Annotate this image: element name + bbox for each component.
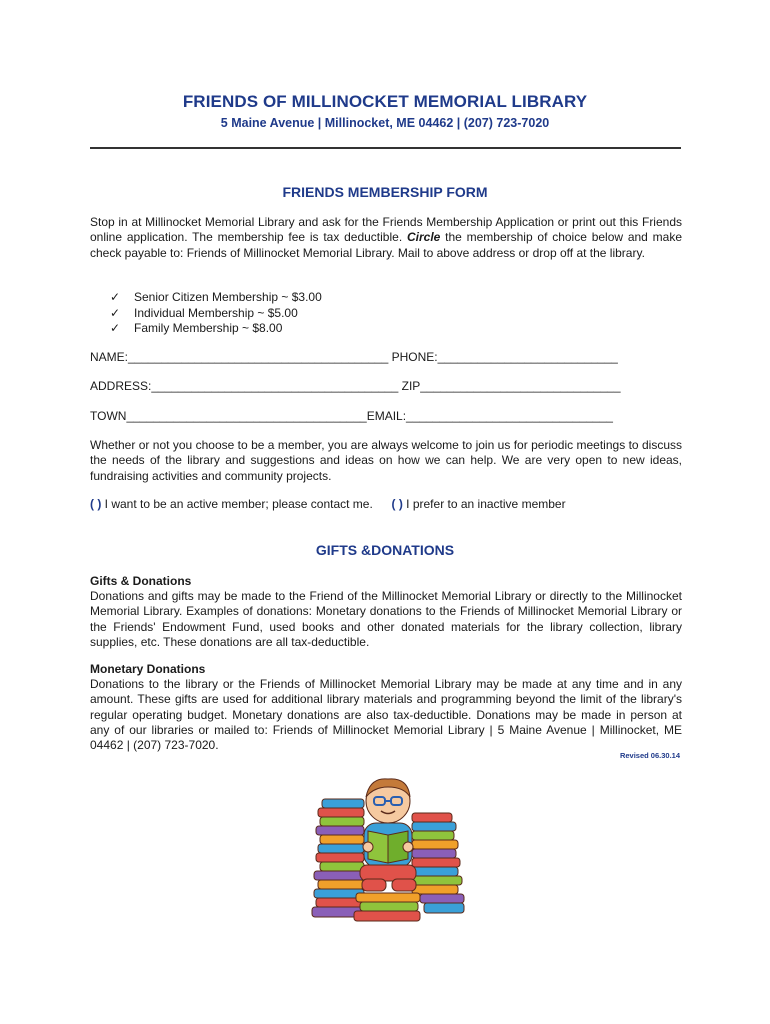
gifts-paragraph: Donations and gifts may be made to the Friend of the Millinocket Memorial Library or directly to the Millinocket Memorial Library. Examples of donations: Monetary donations to the Friends of Millinocket Memorial Library or the Friends' Endowment Fund, used books and other donated materials for the library collection, library supplies, etc. These donations are all tax-deductible.	[90, 589, 682, 649]
header-divider	[90, 147, 681, 149]
monetary-paragraph: Donations to the library or the Friends of Millinocket Memorial Library may be made at any time and in any amount. These gifts are used for additional library materials and programming beyond the limit of the library's regular operating budget. Monetary donations are also tax-deductible. Donations may be made in person at any of our libraries or mailed to: Friends of Millinocket Memorial Library | 5 Maine Avenue | Millinocket, ME 04462 | (207) 723-7020.	[90, 677, 682, 753]
membership-option-family[interactable]	[110, 321, 322, 337]
active-member-checkbox[interactable]: ( )	[90, 497, 102, 511]
intro-text-start: Stop in at Millinocket Memorial Library and ask for the Friends Membership Application or print out this Friends online application. The membership fee is tax deductible.	[90, 215, 682, 245]
intro-emphasis: Circle	[406, 230, 441, 245]
address-zip-fields[interactable]: ADDRESS:_____________________________________ ZIP______________________________	[90, 379, 621, 393]
active-member-label: I want to be an active member; please contact me.	[104, 497, 373, 511]
revision-date: Revised 06.30.14	[619, 751, 680, 760]
inactive-member-label: I prefer to an inactive member	[406, 497, 566, 511]
membership-option-senior[interactable]	[110, 290, 322, 306]
check-icon: ✓	[110, 290, 121, 304]
gifts-section-title: GIFTS &DONATIONS	[315, 542, 455, 558]
membership-intro	[90, 215, 682, 261]
boy-reading-on-books-icon	[308, 773, 468, 933]
intro-text-end: the membership of choice below and make check payable to: Friends of Millinocket Memorial Library. Mail to above address or drop off at the library.	[90, 230, 682, 260]
inactive-member-checkbox[interactable]: ( )	[391, 497, 403, 511]
member-preference-row	[90, 497, 566, 511]
membership-option-individual[interactable]	[110, 306, 322, 322]
town-email-fields[interactable]: TOWN____________________________________EMAIL:_______________________________	[90, 409, 613, 423]
membership-form-title: FRIENDS MEMBERSHIP FORM	[282, 184, 488, 200]
membership-option-label: Individual Membership ~ $5.00	[134, 305, 298, 320]
page-title: FRIENDS OF MILLINOCKET MEMORIAL LIBRARY	[182, 92, 588, 111]
contact-line: 5 Maine Avenue | Millinocket, ME 04462 | (207) 723-7020	[220, 116, 550, 130]
membership-option-label: Senior Citizen Membership ~ $3.00	[134, 290, 322, 304]
monetary-heading: Monetary Donations	[90, 662, 206, 676]
inactive-member-choice[interactable]	[392, 497, 566, 511]
membership-options	[110, 290, 322, 337]
gifts-heading: Gifts & Donations	[90, 574, 192, 588]
check-icon: ✓	[110, 321, 121, 335]
membership-option-label: Family Membership ~ $8.00	[134, 321, 283, 335]
name-phone-fields[interactable]: NAME:_______________________________________ PHONE:___________________________	[90, 350, 618, 364]
active-member-choice[interactable]	[90, 497, 376, 511]
check-icon: ✓	[110, 305, 121, 320]
meetings-paragraph: Whether or not you choose to be a member, you are always welcome to join us for periodic meetings to discuss the needs of the library and suggestions and ideas on how we can help. We are very open to new ideas, fundraising activities and community projects.	[90, 438, 682, 483]
